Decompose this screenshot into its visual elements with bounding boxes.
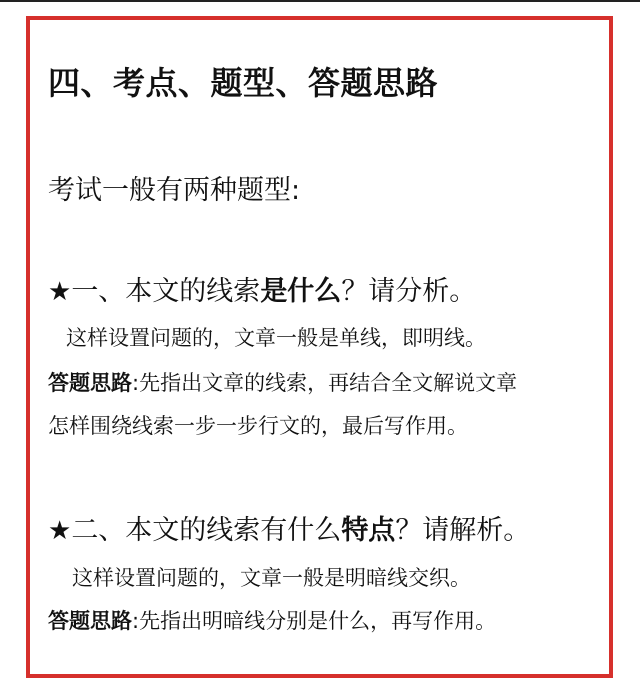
question-1-approach: [48, 363, 517, 403]
question-2-suffix: ？请解析。: [395, 515, 531, 546]
question-1-approach-text: :先指出文章的线索，再结合全文解说文章: [132, 371, 518, 395]
question-1-prefix: 一、本文的线索: [71, 276, 261, 307]
question-2-prefix: 二、本文的线索有什么: [71, 515, 342, 546]
question-2-approach-text: :先指出明暗线分别是什么，再写作用。: [132, 609, 497, 633]
question-2-note: 这样设置问题的，文章一般是明暗线交织。: [72, 566, 471, 590]
question-1-emphasis: 是什么: [260, 276, 342, 307]
top-divider: [0, 0, 640, 2]
question-1-approach-continued: 怎样围绕线索一步一步行文的，最后写作用。: [48, 414, 468, 438]
approach-label: 答题思路: [48, 371, 132, 395]
content-card: [26, 16, 613, 678]
question-1-suffix: ？请分析。: [341, 276, 477, 307]
question-2-approach: [48, 601, 496, 641]
question-1-heading: [48, 269, 476, 308]
page-title: 四、考点、题型、答题思路: [48, 64, 439, 102]
question-2-emphasis: 特点: [341, 515, 396, 546]
question-2-heading: [48, 508, 530, 547]
approach-label: 答题思路: [48, 609, 132, 633]
question-1-note: 这样设置问题的，文章一般是单线，即明线。: [66, 326, 486, 350]
intro-text: 考试一般有两种题型:: [48, 175, 301, 206]
star-icon: ★: [48, 516, 72, 546]
star-icon: ★: [48, 277, 72, 307]
